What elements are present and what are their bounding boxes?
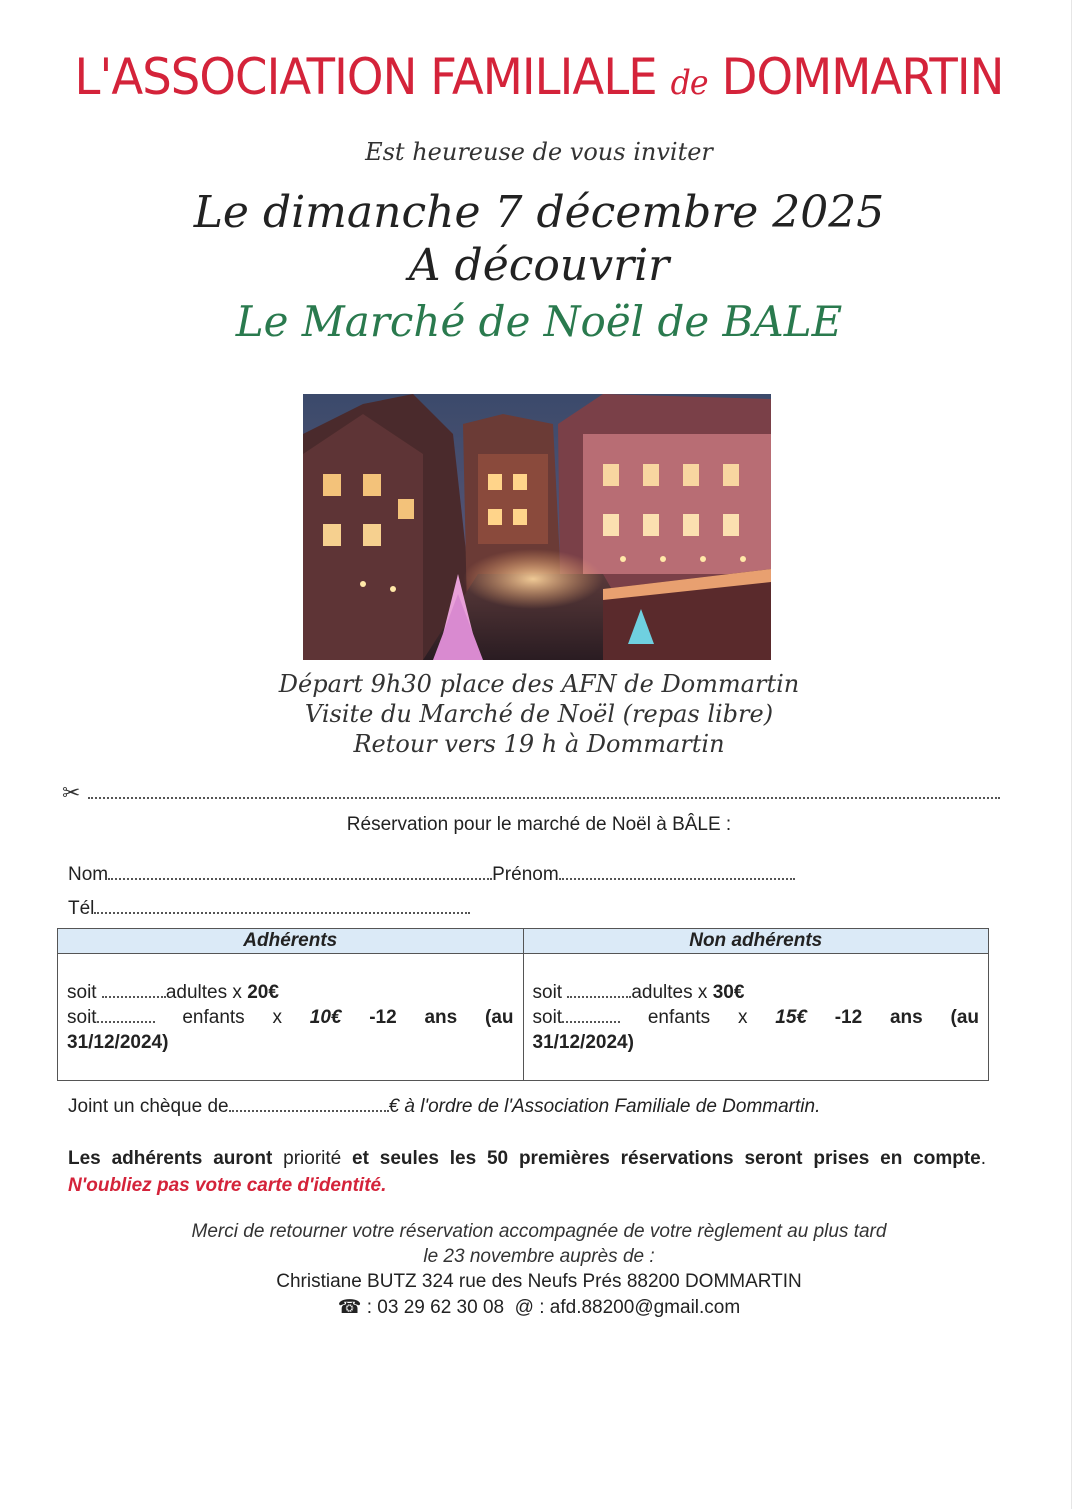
contact-address: Christiane BUTZ 324 rue des Neufs Prés 88200 DOMMARTIN: [276, 1271, 802, 1292]
invitation-intro: Est heureuse de vous inviter: [365, 138, 713, 166]
adherent-age-date: 31/12/2024): [67, 1032, 169, 1053]
at-icon: @: [514, 1297, 534, 1318]
non-adherent-adult-line: soit adultes x 30€: [532, 982, 745, 1003]
non-adherent-child-count[interactable]: [562, 1007, 620, 1023]
reservation-title: Réservation pour le marché de Noël à BÂLE :: [346, 814, 732, 835]
nom-field[interactable]: [108, 864, 492, 880]
adherent-child-count[interactable]: [97, 1007, 155, 1023]
id-card-warning: N'oubliez pas votre carte d'identité.: [68, 1175, 387, 1196]
cut-line: [88, 797, 1000, 799]
non-adherents-cell: [523, 954, 989, 1081]
title-de: de: [670, 63, 708, 103]
return-instruction-line2: le 23 novembre auprès de :: [423, 1246, 655, 1267]
adherents-header: Adhérents: [58, 929, 524, 954]
christmas-market-photo: [303, 394, 771, 660]
prenom-label: Prénom: [492, 864, 559, 885]
non-adherent-adult-price: 30€: [712, 982, 745, 1003]
adherent-child-line: soit enfants x 10€ -12 ans (au: [67, 1007, 514, 1028]
non-adherent-adult-count[interactable]: [567, 982, 631, 998]
non-adherent-child-line: soit enfants x 15€ -12 ans (au: [532, 1007, 980, 1028]
cheque-line: Joint un chèque de € à l'ordre de l'Association Familiale de Dommartin.: [68, 1096, 821, 1117]
title-main: L'ASSOCIATION FAMILIALE: [74, 48, 657, 106]
name-row: [68, 864, 795, 886]
event-name: Le Marché de Noël de BALE: [235, 297, 843, 346]
pricing-table: [57, 928, 989, 1081]
adherent-adult-line: soit adultes x 20€: [67, 982, 279, 1003]
title-end: DOMMARTIN: [721, 48, 1004, 106]
visit-info: Visite du Marché de Noël (repas libre): [304, 700, 774, 728]
priority-notice: Les adhérents auront priorité et seules les 50 premières réservations seront prises en compte. N'oubliez pas votre carte d'identité.: [68, 1148, 986, 1196]
non-adherents-header: Non adhérents: [523, 929, 989, 954]
non-adherent-child-price: 15€: [775, 1007, 807, 1028]
adherent-adult-price: 20€: [247, 982, 279, 1003]
tel-label: Tél: [68, 898, 95, 919]
adherent-adult-count[interactable]: [102, 982, 166, 998]
christmas-market-illustration: [303, 394, 771, 660]
tel-row: [68, 898, 470, 920]
scissors-icon: ✂: [62, 780, 81, 805]
tel-field[interactable]: [94, 898, 470, 914]
adherent-child-price: 10€: [309, 1007, 342, 1028]
event-date: Le dimanche 7 décembre 2025: [193, 187, 885, 238]
association-title: [38, 48, 1041, 106]
non-adherent-age-date: 31/12/2024): [532, 1032, 634, 1053]
contact-line: [0, 1296, 1078, 1319]
adherents-cell: [58, 954, 524, 1081]
departure-info: Départ 9h30 place des AFN de Dommartin: [278, 670, 800, 698]
return-instruction-line1: Merci de retourner votre réservation accompagnée de votre règlement au plus tard: [191, 1221, 887, 1242]
prenom-field[interactable]: [559, 864, 795, 880]
discover-heading: A découvrir: [408, 240, 670, 291]
contact-email[interactable]: : afd.88200@gmail.com: [539, 1297, 741, 1318]
cheque-amount-field[interactable]: [229, 1096, 389, 1112]
return-time-info: Retour vers 19 h à Dommartin: [353, 730, 725, 758]
contact-phone: : 03 29 62 30 08: [366, 1297, 505, 1318]
telephone-icon: ☎: [337, 1297, 362, 1318]
nom-label: Nom: [68, 864, 109, 885]
